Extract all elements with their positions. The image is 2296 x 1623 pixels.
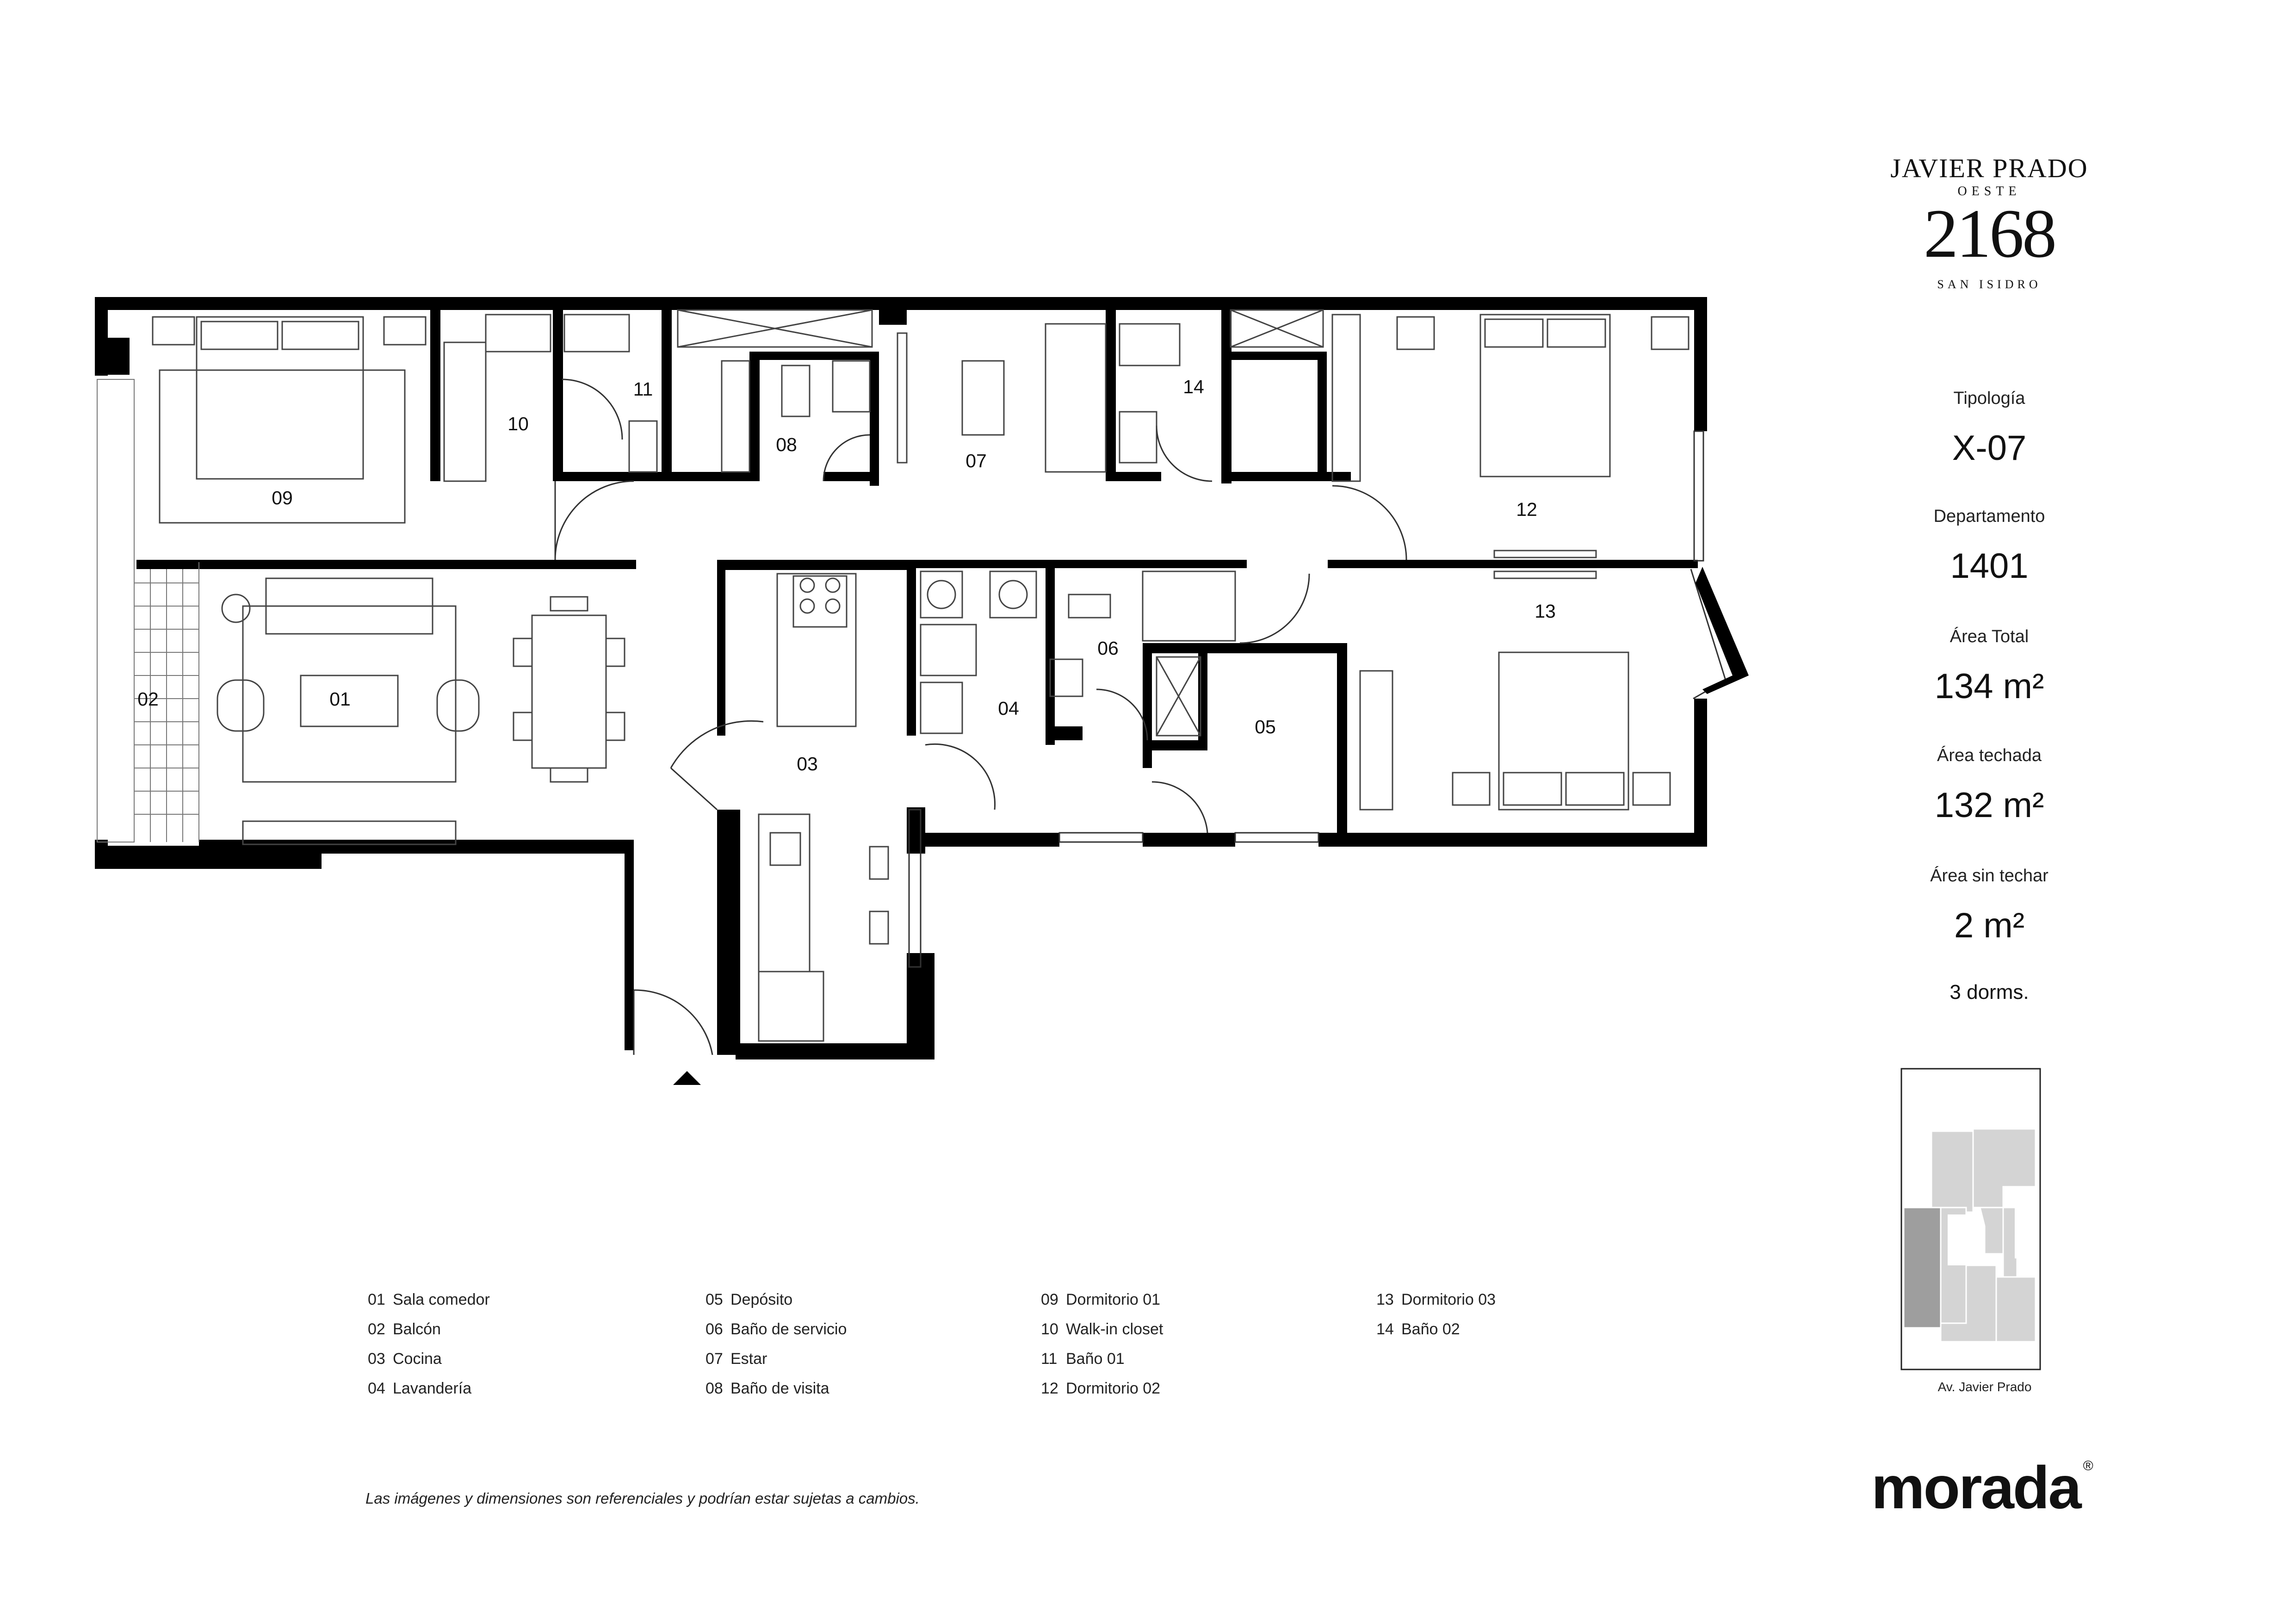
room-02: 02 (137, 688, 159, 710)
company-logo: morada ® (1871, 1454, 2092, 1521)
legend-item: 13 Dormitorio 03 (1376, 1291, 1496, 1308)
area-sin-techar-label: Área sin techar (1930, 866, 2048, 886)
room-03: 03 (797, 753, 818, 774)
legend-item: 06 Baño de servicio (706, 1320, 847, 1338)
area-total-value: 134 m² (1934, 667, 2044, 706)
entrance-arrow-icon (673, 1071, 701, 1085)
room-01: 01 (329, 688, 351, 710)
legend-item: 03 Cocina (368, 1350, 442, 1368)
room-08: 08 (776, 434, 797, 455)
legend-item: 10 Walk-in closet (1041, 1320, 1163, 1338)
legend-item: 14 Baño 02 (1376, 1320, 1460, 1338)
room-04: 04 (998, 698, 1019, 719)
room-14: 14 (1183, 376, 1204, 397)
key-map (1901, 1069, 2040, 1369)
legend-item: 12 Dormitorio 02 (1041, 1380, 1161, 1397)
legend-item: 04 Lavandería (368, 1380, 472, 1397)
tipologia-value: X-07 (1952, 428, 2027, 468)
area-total-label: Área Total (1949, 627, 2029, 646)
legend-item: 07 Estar (706, 1350, 767, 1368)
area-techada-value: 132 m² (1934, 786, 2044, 825)
keymap-caption: Av. Javier Prado (1937, 1380, 2032, 1394)
balcony (97, 379, 199, 842)
room-09: 09 (272, 487, 293, 508)
bay-window (1696, 567, 1749, 694)
area-sin-techar-value: 2 m² (1954, 906, 2024, 945)
departamento-value: 1401 (1950, 546, 2029, 586)
room-12: 12 (1516, 499, 1537, 520)
area-techada-label: Área techada (1937, 746, 2042, 765)
legend-item: 08 Baño de visita (706, 1380, 829, 1397)
brand-number: 2168 (1924, 195, 2055, 272)
legend-item: 11 Baño 01 (1041, 1350, 1125, 1368)
room-05: 05 (1255, 716, 1276, 737)
brand-title: JAVIER PRADO (1890, 153, 2088, 183)
tipologia-label: Tipología (1953, 389, 2025, 408)
legend-item: 01 Sala comedor (368, 1291, 490, 1308)
room-07: 07 (965, 450, 987, 471)
disclaimer: Las imágenes y dimensiones son referenciales y podrían estar sujetas a cambios. (365, 1490, 920, 1507)
room-10: 10 (507, 413, 529, 434)
departamento-label: Departamento (1933, 507, 2045, 526)
room-11: 11 (633, 378, 653, 400)
brand-location: SAN ISIDRO (1937, 278, 2042, 291)
legend-item: 05 Depósito (706, 1291, 793, 1308)
legend-item: 09 Dormitorio 01 (1041, 1291, 1161, 1308)
room-13: 13 (1535, 601, 1556, 622)
legend-item: 02 Balcón (368, 1320, 441, 1338)
brand-subtitle: OESTE (1957, 184, 2021, 198)
dorms-count: 3 dorms. (1949, 981, 2029, 1004)
walls (95, 297, 1707, 1059)
room-06: 06 (1097, 638, 1119, 659)
